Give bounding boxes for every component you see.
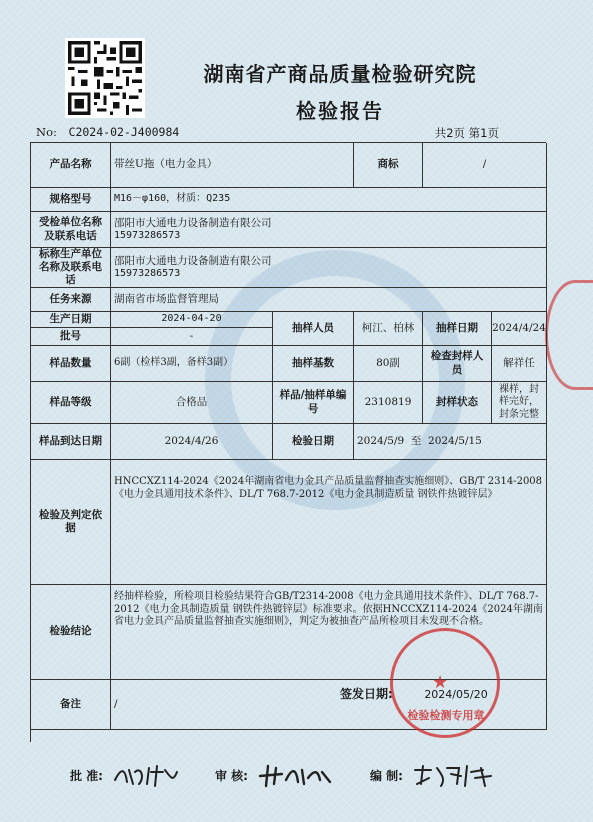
arrival-date: 2024/4/26 [111, 424, 273, 460]
remarks: / [111, 680, 547, 730]
quantity-label: 样品数量 [31, 346, 111, 382]
manufacturer-label: 标称生产单位名称及联系电话 [31, 248, 111, 288]
stamp-label: 检验检测专用章 [407, 709, 485, 722]
product-name-label: 产品名称 [31, 143, 111, 188]
issue-date-label: 签发日期: [340, 687, 393, 701]
sample-no: 2310819 [354, 382, 423, 424]
inspected-phone: 15973286573 [114, 229, 181, 241]
qr-code [65, 38, 145, 118]
seal-status: 裸样，封样完好，封条完整 [492, 382, 547, 424]
issue-date [340, 685, 488, 702]
task-source: 湖南省市场监督管理局 [111, 288, 547, 312]
grade: 合格品 [111, 382, 273, 424]
sampler: 柯江、柏林 [354, 312, 423, 346]
inspected-unit-label: 受检单位名称及联系电话 [31, 212, 111, 248]
compile-label: 编 制: [370, 768, 403, 783]
sealer-label: 检查封样人员 [423, 346, 492, 382]
batch: - [111, 328, 273, 346]
report-number-value: C2024-02-J400984 [68, 125, 180, 139]
spec: M16－φ160，材质：Q235 [111, 188, 547, 212]
reviewer [215, 762, 336, 788]
brand-label: 商标 [354, 143, 423, 188]
inspection-date: 2024/5/9 至 2024/5/15 [354, 424, 547, 460]
manufacturer-cell [111, 248, 547, 288]
sample-base: 80副 [354, 346, 423, 382]
compiler-signature [411, 762, 501, 788]
manufacturer: 邵阳市大通电力设备制造有限公司 [114, 254, 272, 267]
seal-status-label: 封样状态 [423, 382, 492, 424]
sealer: 解祥任 [492, 346, 547, 382]
edge-stamp [545, 280, 593, 390]
report-number [36, 125, 179, 139]
basis-label: 检验及判定依据 [31, 460, 111, 585]
task-source-label: 任务来源 [31, 288, 111, 312]
review-label: 审 核: [215, 768, 248, 783]
spec-label: 规格型号 [31, 188, 111, 212]
report-table [30, 142, 546, 742]
inspected-unit-cell [111, 212, 547, 248]
manufacturer-phone: 15973286573 [114, 267, 181, 279]
quantity: 6副（检样3副，备样3副） [111, 346, 273, 382]
report-number-label: No: [36, 125, 57, 139]
inspection-date-label: 检验日期 [273, 424, 354, 460]
report-title: 检验报告 [296, 99, 384, 123]
approver [70, 762, 181, 788]
sampler-label: 抽样人员 [273, 312, 354, 346]
reviewer-signature [256, 762, 336, 788]
sampling-date-label: 抽样日期 [423, 312, 492, 346]
issue-date-value: 2024/05/20 [424, 688, 488, 701]
production-date-label: 生产日期 [31, 312, 111, 328]
page-info: 共2页 第1页 [434, 126, 499, 140]
institute-title: 湖南省产商品质量检验研究院 [203, 62, 477, 86]
product-name: 带丝U拖（电力金具） [111, 143, 354, 188]
sample-base-label: 抽样基数 [273, 346, 354, 382]
approver-signature [111, 762, 181, 788]
basis: HNCCXZ114-2024《2024年湖南省电力金具产品质量监督抽查实施细则》、GB/T 2314-2008《电力金具通用技术条件》、DL/T 768.7-2012《电力金具制造质量 钢铁件热镀锌层》 [111, 460, 547, 585]
approve-label: 批 准: [70, 768, 103, 783]
remarks-label: 备注 [31, 680, 111, 730]
compiler [370, 762, 501, 788]
sample-no-label: 样品/抽样单编号 [273, 382, 354, 424]
batch-label: 批号 [31, 328, 111, 346]
conclusion-label: 检验结论 [31, 585, 111, 680]
inspected-unit: 邵阳市大通电力设备制造有限公司 [114, 216, 272, 229]
arrival-date-label: 样品到达日期 [31, 424, 111, 460]
grade-label: 样品等级 [31, 382, 111, 424]
brand: / [423, 143, 547, 188]
star-icon: ★ [432, 672, 449, 693]
conclusion: 经抽样检验，所检项目检验结果符合GB/T2314-2008《电力金具通用技术条件》、DL/T 768.7-2012《电力金具制造质量 钢铁件热镀锌层》标准要求。依据HNCCXZ114-2024《2024年湖南省电力金具产品质量监督抽查实施细则》，判定为被抽查产品所检项目未发现不合格。 [111, 585, 547, 680]
production-date: 2024-04-20 [111, 312, 273, 328]
sampling-date: 2024/4/24 [492, 312, 547, 346]
